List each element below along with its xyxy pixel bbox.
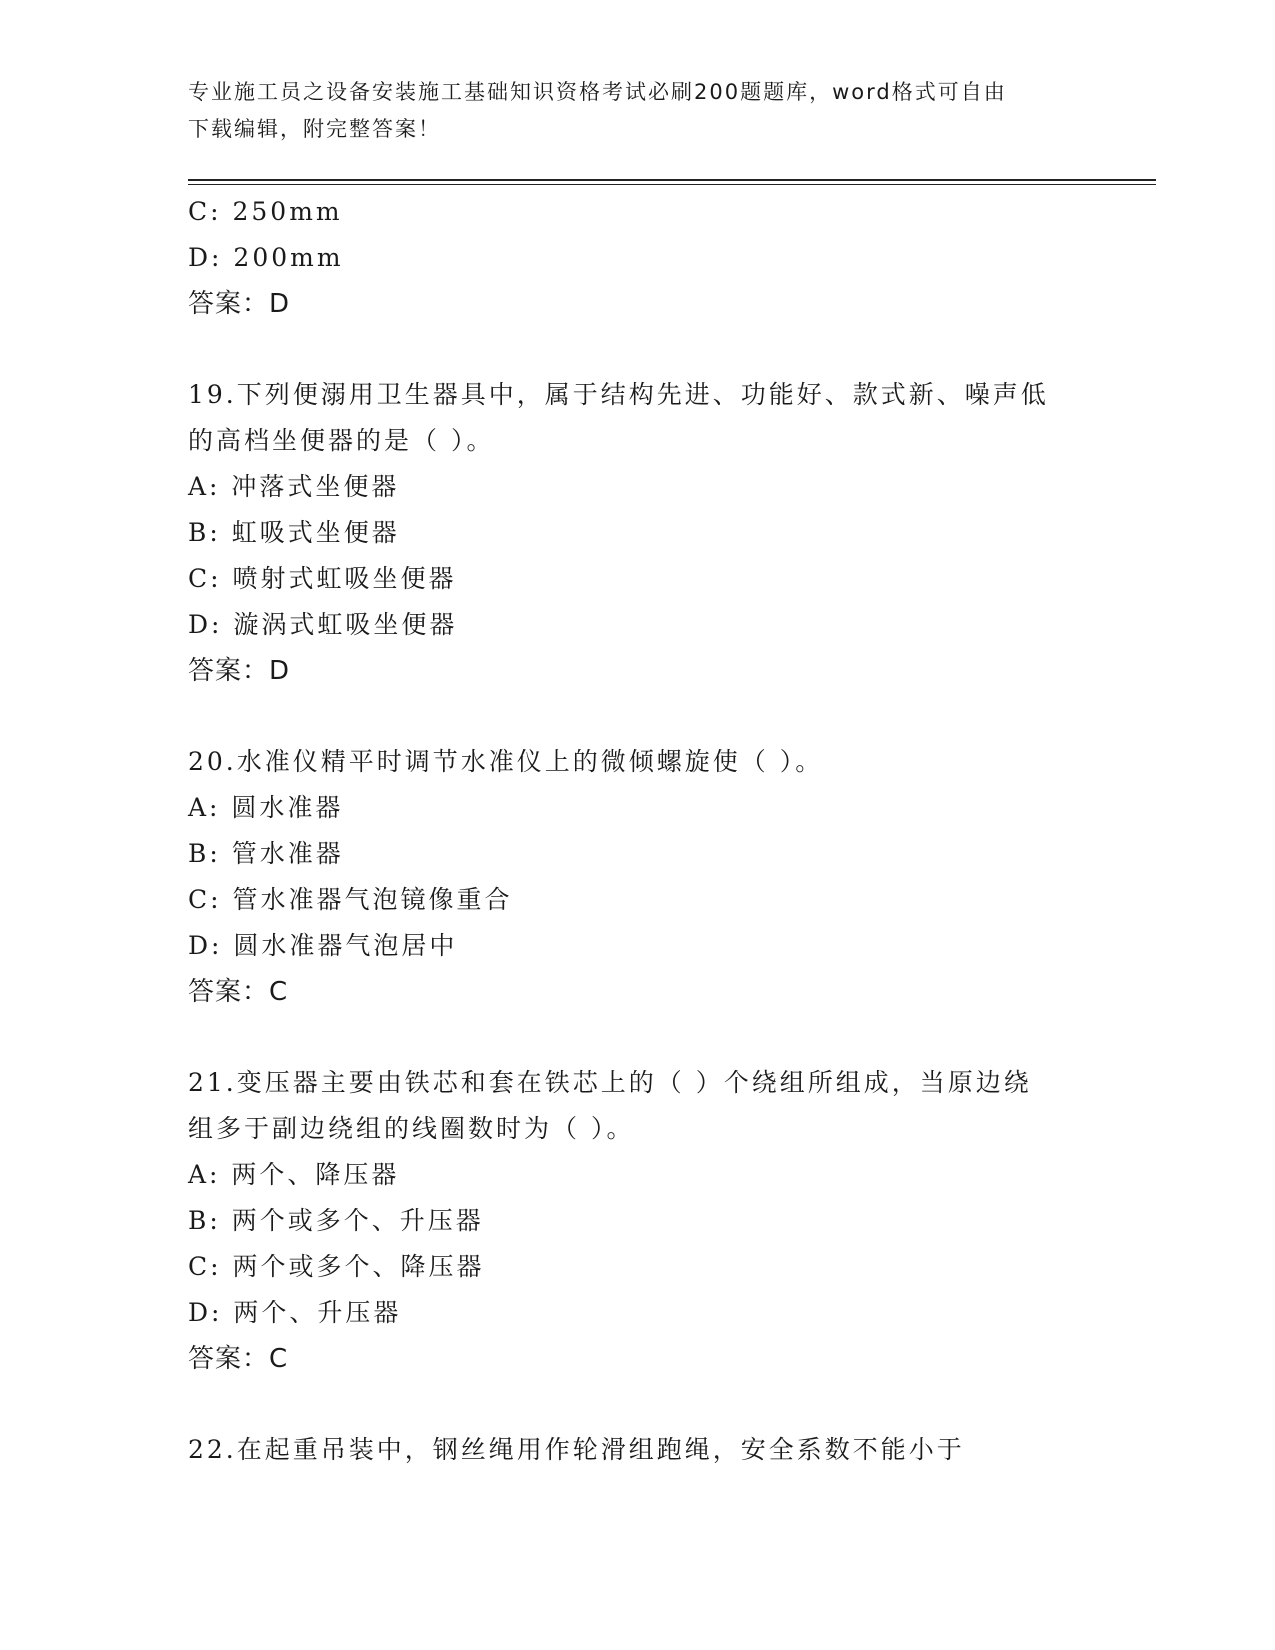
question-gap [188, 1015, 1088, 1060]
question-stem: 22.在起重吊装中，钢丝绳用作轮滑组跑绳，安全系数不能小于 [188, 1435, 965, 1464]
option-b: B: 两个或多个、升压器 [188, 1206, 484, 1235]
option-a: A: 圆水准器 [188, 793, 344, 822]
option-c: C: 两个或多个、降压器 [188, 1252, 485, 1281]
question-stem-continued: 的高档坐便器的是（ ）。 [188, 426, 495, 455]
option-b: B: 虹吸式坐便器 [188, 518, 400, 547]
answer-line: 答案：C [188, 1344, 289, 1374]
question-18-tail [188, 189, 1088, 327]
question-gap [188, 327, 1088, 372]
question-20 [188, 739, 1088, 1015]
option-a: A: 两个、降压器 [188, 1160, 400, 1189]
answer-line: 答案：D [188, 289, 291, 319]
header-line-1: 专业施工员之设备安装施工基础知识资格考试必刷200题题库，word格式可自由 [188, 80, 1007, 104]
document-body [188, 189, 1088, 1473]
question-21 [188, 1060, 1088, 1382]
question-22 [188, 1427, 1088, 1473]
question-stem-continued: 组多于副边绕组的线圈数时为（ ）。 [188, 1114, 635, 1143]
answer-line: 答案：D [188, 656, 291, 686]
option-c: C: 喷射式虹吸坐便器 [188, 564, 457, 593]
option-d: D: 漩涡式虹吸坐便器 [188, 610, 458, 639]
question-stem: 20.水准仪精平时调节水准仪上的微倾螺旋使（ ）。 [188, 747, 824, 776]
header-line-2: 下载编辑，附完整答案！ [188, 117, 441, 141]
answer-line: 答案：C [188, 977, 289, 1007]
document-header [188, 74, 1088, 148]
question-stem: 21.变压器主要由铁芯和套在铁芯上的（ ）个绕组所组成，当原边绕 [188, 1068, 1032, 1097]
question-gap [188, 1382, 1088, 1427]
question-19 [188, 372, 1088, 694]
option-d: D: 两个、升压器 [188, 1298, 402, 1327]
option-a: A: 冲落式坐便器 [188, 472, 400, 501]
question-stem: 19.下列便溺用卫生器具中，属于结构先进、功能好、款式新、噪声低 [188, 380, 1049, 409]
header-rule-thin [188, 184, 1156, 185]
option-b: B: 管水准器 [188, 839, 344, 868]
header-rule-thick [188, 179, 1156, 181]
option-c: C: 250mm [188, 197, 343, 226]
option-d: D: 200mm [188, 243, 344, 272]
option-d: D: 圆水准器气泡居中 [188, 931, 458, 960]
option-c: C: 管水准器气泡镜像重合 [188, 885, 513, 914]
question-gap [188, 694, 1088, 739]
